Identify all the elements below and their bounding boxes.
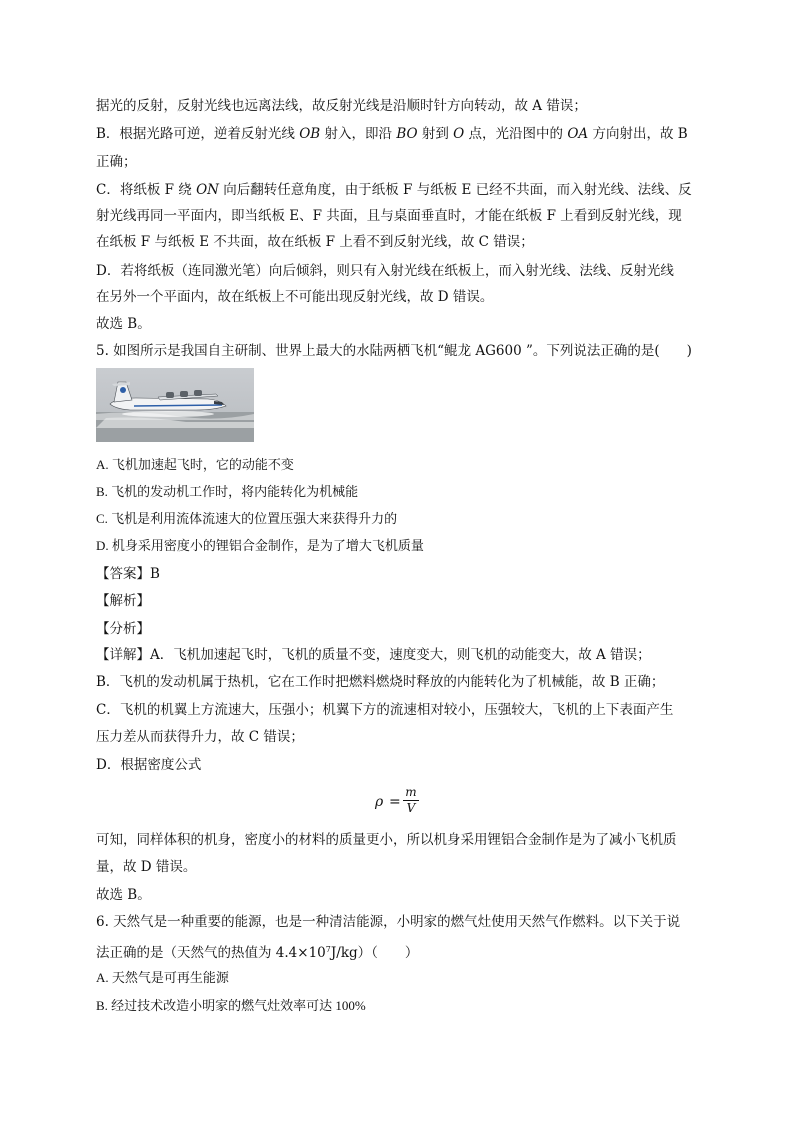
- formula-denominator: V: [406, 801, 416, 815]
- ray-ob: OB: [299, 126, 321, 142]
- question-5: 5. 如图所示是我国自主研制、世界上最大的水陆两栖飞机“鲲龙 AG600 ”。下列说法正确的是( ): [96, 343, 692, 359]
- text: 射到: [417, 126, 454, 142]
- seaplane-photo: [96, 368, 254, 442]
- text: 射入，即沿: [320, 126, 397, 142]
- line-5: 射光线再同一平面内，即当纸板 E、F 共面，且与桌面垂直时，才能在纸板 F 上看到反射光线，现: [96, 208, 682, 224]
- question-6-line-2: [96, 940, 418, 963]
- formula-fraction: [403, 786, 419, 815]
- conclusion-1: 可知，同样体积的机身，密度小的材料的质量更小，所以机身采用锂铝合金制作是为了减小飞机质: [96, 832, 677, 848]
- text: B．根据光路可逆，逆着反射光线: [96, 126, 300, 142]
- line-3: 正确；: [96, 154, 137, 170]
- line-8: 在另外一个平面内，故在纸板上不可能出现反射光线，故 D 错误。: [96, 289, 494, 305]
- detail-c-1: C．飞机的机翼上方流速大，压强小；机翼下方的流速相对较小，压强较大，飞机的上下表面产生: [96, 702, 674, 718]
- text: 法正确的是（天然气的热值为 4.4×10: [96, 945, 326, 961]
- line-on: ON: [196, 182, 219, 198]
- conclusion-2: 量，故 D 错误。: [96, 859, 197, 875]
- analysis-heading: 【解析】: [96, 593, 150, 609]
- choose-b: 故选 B。: [96, 887, 151, 903]
- detail-b: B．飞机的发动机属于热机，它在工作时把燃料燃烧时释放的内能转化为了机械能，故 B 正确；: [96, 674, 665, 690]
- option-b: B. 飞机的发动机工作时，将内能转化为机械能: [96, 484, 359, 499]
- detail-a: 【详解】A．飞机加速起飞时，飞机的质量不变，速度变大，则飞机的动能变大，故 A 错误；: [96, 647, 651, 663]
- option-d: D. 机身采用密度小的锂铝合金制作，是为了增大飞机质量: [96, 538, 424, 553]
- line-6: 在纸板 F 与纸板 E 不共面，故在纸板 F 上看不到反射光线，故 C 错误；: [96, 234, 534, 250]
- exponent: 7: [325, 945, 331, 954]
- q6-option-b: B. 经过技术改造小明家的燃气灶效率可达 100%: [96, 998, 366, 1013]
- option-a: A. 飞机加速起飞时，它的动能不变: [96, 457, 294, 472]
- option-c: C. 飞机是利用流体流速大的位置压强大来获得升力的: [96, 511, 398, 526]
- ray-oa: OA: [567, 126, 589, 142]
- line-2: [96, 124, 688, 144]
- text: 方向射出，故 B: [588, 126, 688, 142]
- line-1: 据光的反射，反射光线也远离法线，故反射光线是沿顺时针方向转动，故 A 错误；: [96, 98, 587, 114]
- ray-bo: BO: [396, 126, 418, 142]
- fenxi-heading: 【分析】: [96, 621, 150, 637]
- point-o: O: [453, 126, 465, 142]
- answer: 【答案】B: [96, 566, 160, 582]
- detail-c-2: 压力差从而获得升力，故 C 错误；: [96, 729, 304, 745]
- question-6-line-1: 6. 天然气是一种重要的能源，也是一种清洁能源，小明家的燃气灶使用天然气作燃料。以下关于说: [96, 914, 681, 930]
- formula-equals: =: [389, 794, 401, 810]
- text: 向后翻转任意角度，由于纸板 F 与纸板 E 已经不共面，而入射光线、法线、反: [218, 182, 692, 198]
- line-7: D．若将纸板（连同激光笔）向后倾斜，则只有入射光线在纸板上，而入射光线、法线、反射光线: [96, 263, 674, 279]
- formula-numerator: m: [405, 785, 417, 799]
- detail-d: D．根据密度公式: [96, 757, 202, 773]
- text: 点，光沿图中的: [464, 126, 568, 142]
- text: J/kg）（ ）: [330, 945, 419, 961]
- line-4: [96, 180, 692, 200]
- formula-rho: ρ: [375, 794, 384, 810]
- q6-option-a: A. 天然气是可再生能源: [96, 970, 229, 985]
- text: C．将纸板 F 绕: [96, 182, 197, 198]
- line-9: 故选 B。: [96, 316, 151, 332]
